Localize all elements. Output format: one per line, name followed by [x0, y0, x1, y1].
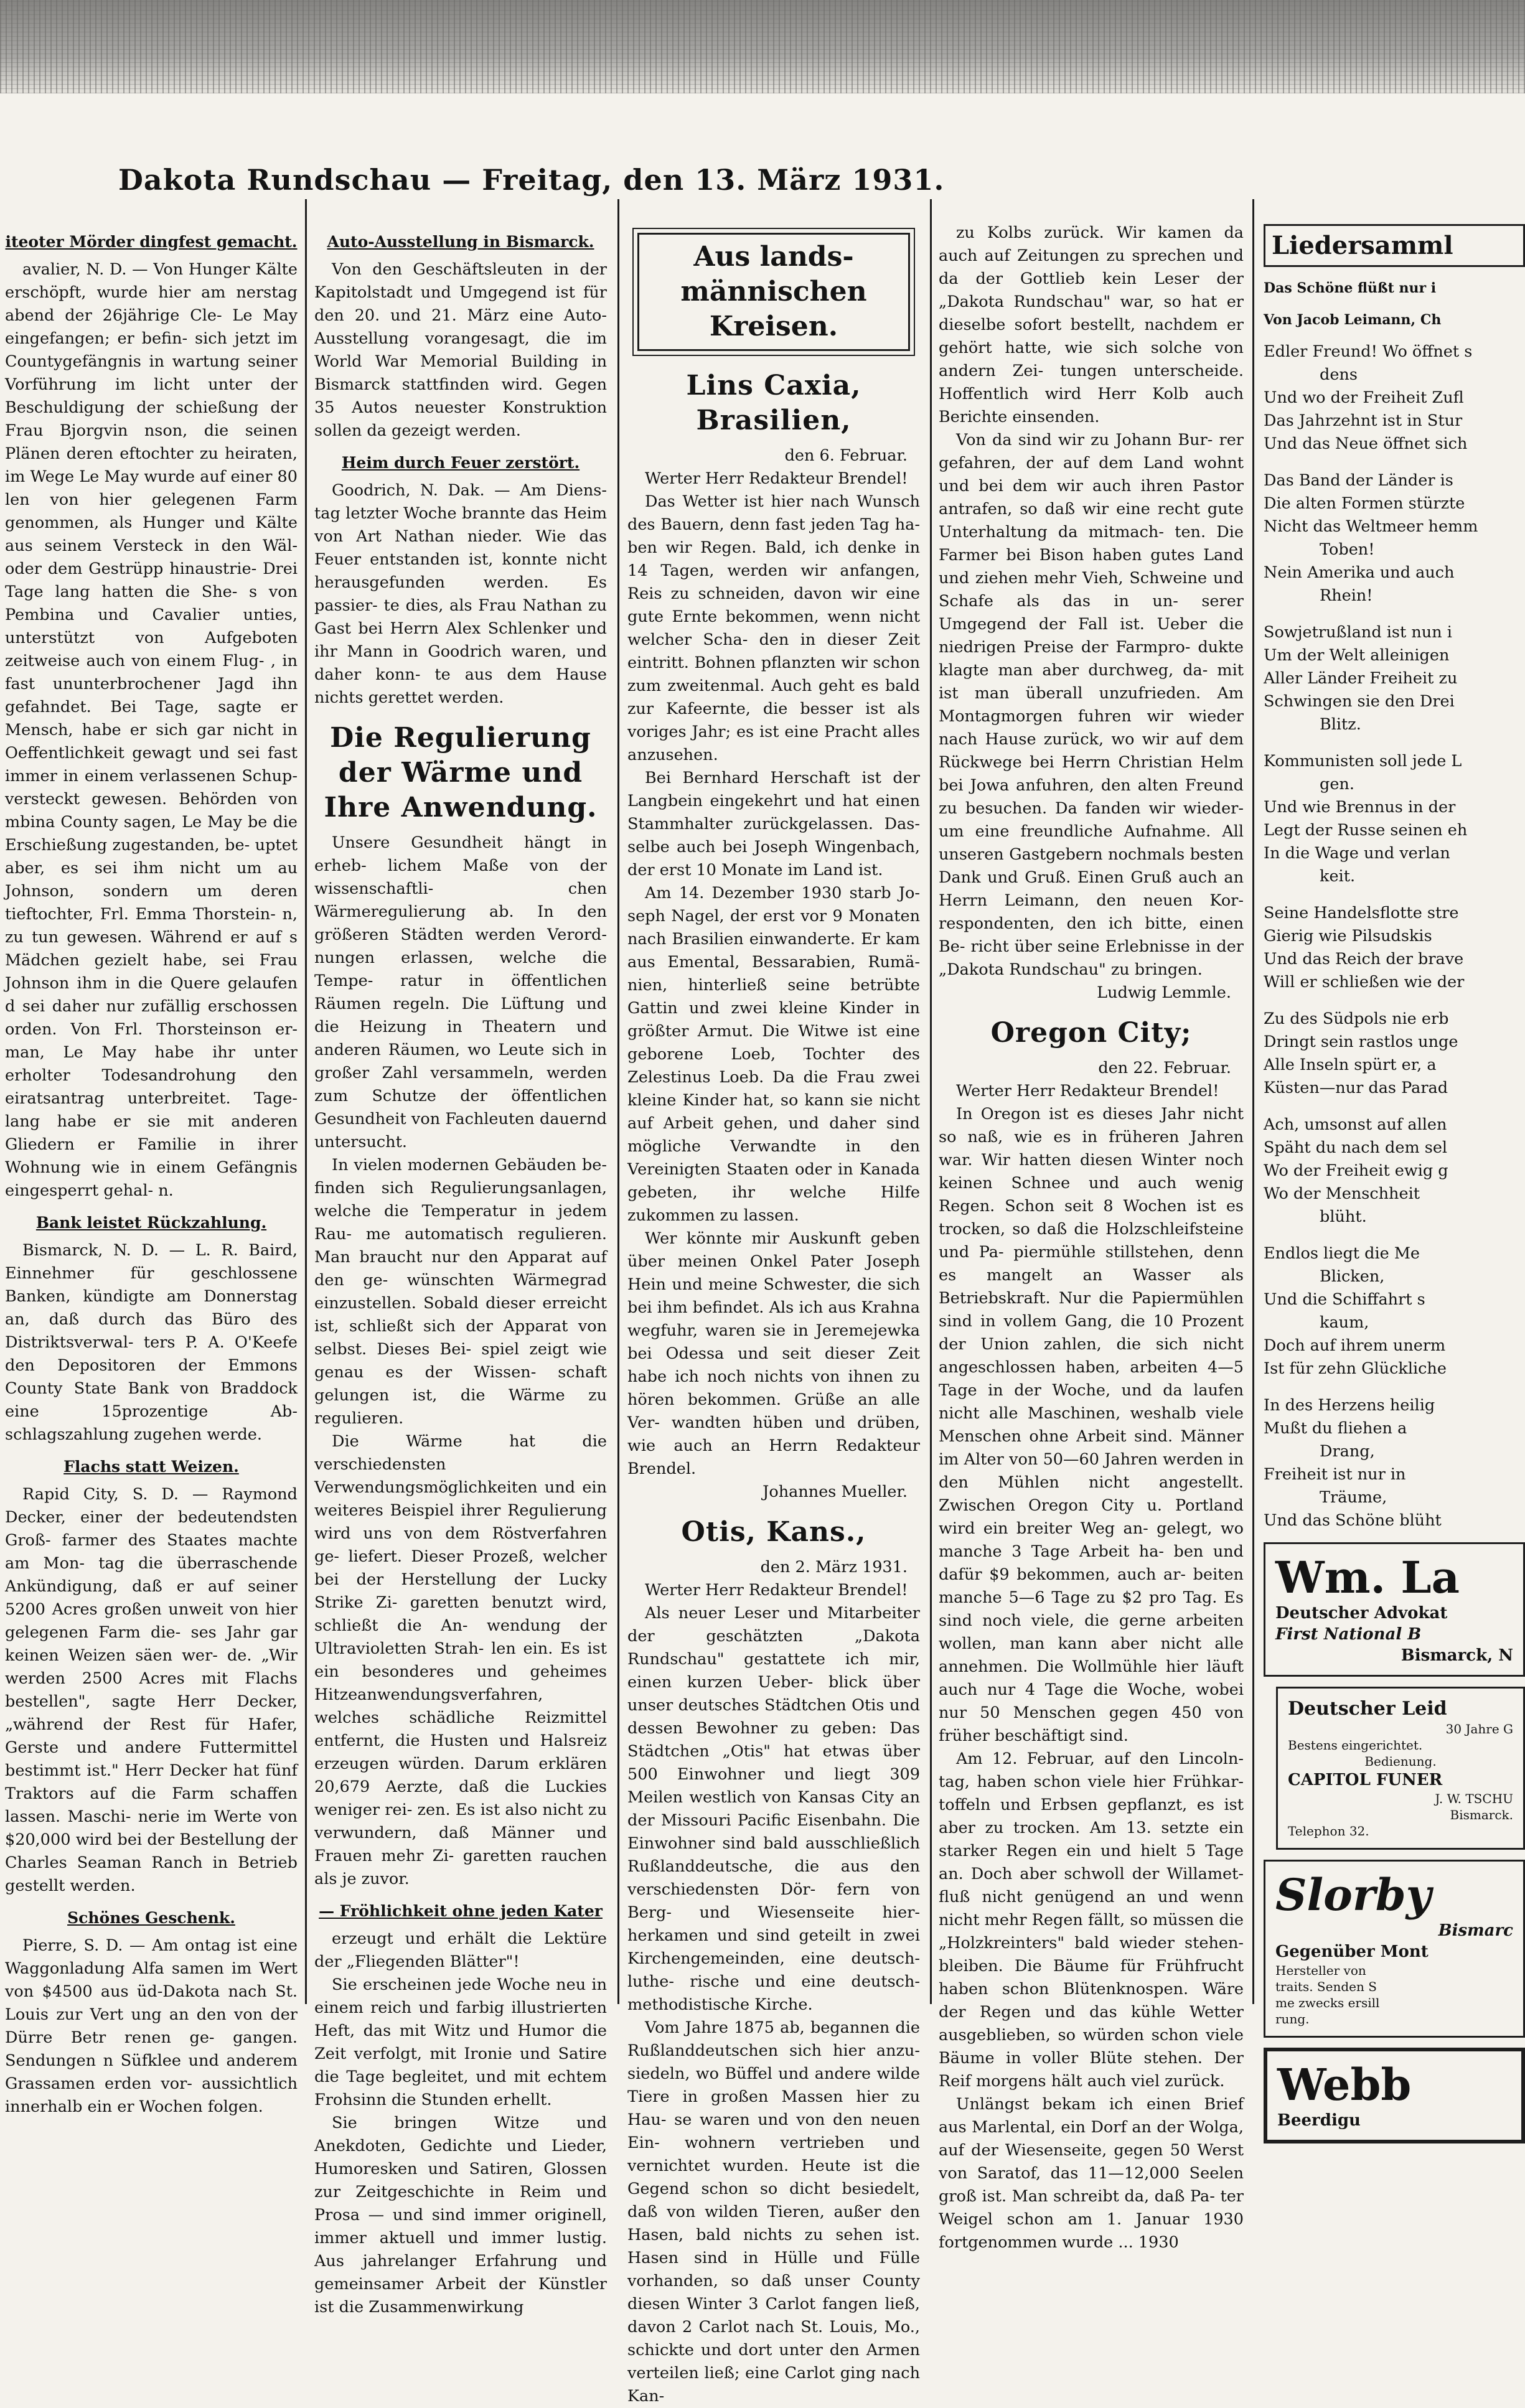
poem-line: Das Band der Länder is [1264, 471, 1453, 490]
ad-line: Telephon 32. [1288, 1824, 1369, 1839]
poem-line: Edler Freund! Wo öffnet s [1264, 342, 1473, 361]
paragraph: Rapid City, S. D. — Raymond Decker, einer der bedeutendsten Groß- farmer des Staates machte am Mon- tag die überraschende Ankündigung, daß er auf seiner 5200 Acres großen unweit von hier gelegenen Farm die- ses Jahr gar keinen Weizen säen wer- de. „Wir werden 2500 Acres mit Flachs bestellen", sagte Herr Decker, „während der Rest für Hafer, Gerste und andere Futtermittel bestimmt ist." Herr Decker hat fünf Traktors auf die Farm schaffen lassen. Maschi- nerie im Werte von $20,000 wird bei der Bestellung der Charles Seaman Ranch in Betrieb gestellt werden. [5, 1485, 298, 1895]
poem-line: Ach, umsonst auf allen [1264, 1115, 1447, 1134]
poem-line: Blicken, [1320, 1267, 1385, 1286]
poem-line: gen. [1320, 775, 1354, 794]
stanza-gap [1264, 994, 1525, 1008]
column-1 [5, 222, 298, 2116]
stanza-gap [1264, 456, 1525, 469]
poem-line: In des Herzens heilig [1264, 1396, 1435, 1415]
poem-line: Wo der Freiheit ewig g [1264, 1161, 1448, 1180]
headline-large: Die Regulierung der Wärme und Ihre Anwendung. [324, 722, 598, 823]
poem-line: Doch auf ihrem unerm [1264, 1336, 1446, 1355]
paragraph: Werter Herr Redakteur Brendel! [645, 469, 908, 488]
poem [1264, 277, 1525, 1532]
ad-line: J. W. TSCHU [1435, 1791, 1513, 1806]
story-body [5, 1934, 298, 2119]
paragraph: Von da sind wir zu Johann Bur- rer gefahren, der auf dem Land wohnt und bei dem wir auch ihren Pastor antrafen, so daß wir eine recht gute Unterhaltung da mitmach- ten. Die Farmer bei Bison haben gutes Land und ziehen mehr Vieh, Schweine und Schafe als das in un- serer Umgegend der Fall ist. Ueber die niedrigen Preise der Farmpro- dukte klagte man aber durchweg, da- mit ist man überall unzufrieden. Am Montagmorgen fuhren wir wieder nach Hause zurück, wo wir auf dem Rückwege bei Herrn Christian Helm bei Jowa anfuhren, den alten Freund zu besuchen. Da fanden wir wieder- um eine freundliche Aufnahme. All unseren Gastgebern nochmals besten Dank und Gruß. Einen Gruß auch an Herrn Leimann, den neuen Kor- respondenten, den ich bitte, einen Be- richt über seine Erlebnisse in der „Dakota Rundschau" zu bringen. [939, 431, 1244, 979]
column-rule [617, 199, 619, 2004]
ad-line: CAPITOL FUNER [1288, 1771, 1443, 1789]
column-rule [305, 199, 307, 2004]
paragraph: Bei Bernhard Herschaft ist der Langbein eingekehrt und hat einen Stammhalter zurückgelassen. Das- selbe auch bei Joseph Wingenbach, der erst 10 Monate im Land ist. [627, 769, 920, 879]
ad-name: Webb [1277, 2059, 1412, 2111]
poem-line: Freiheit ist nur in [1264, 1465, 1406, 1484]
ad-line: Bismarck, N [1401, 1646, 1513, 1665]
letter-place: Otis, Kans., [681, 1516, 866, 1548]
column-5 [1264, 222, 1525, 2130]
ad-line: 30 Jahre G [1445, 1722, 1513, 1736]
poem-line: Wo der Menschheit [1264, 1184, 1420, 1203]
story-body [314, 832, 607, 1891]
paragraph: Vom Jahre 1875 ab, begannen die Rußlanddeutschen sich hier anzu- siedeln, wo Büffel und andere wilde Tiere in großen Massen hier zu Hau- se waren und von den neuen Ein- wohnern vertrieben und vernichtet wurden. Heute ist die Gegend schon so dicht besiedelt, daß von wilden Tieren, außer den Hasen, bald nichts zu sehen ist. Hasen sind in Hülle und Fülle vorhanden, so daß unser County diesen Winter 3 Carlot fangen ließ, davon 2 Carlot nach St. Louis, Mo., schickte und dort unter den Armen verteilen ließ; eine Carlot ging nach Kan- [627, 2018, 920, 2406]
stanza-gap [1264, 1229, 1525, 1242]
poem-line: kaum, [1320, 1313, 1369, 1332]
poem-line: Endlos liegt die Me [1264, 1244, 1420, 1263]
paragraph: Das Wetter ist hier nach Wunsch des Bauern, denn fast jeden Tag ha- ben wir Regen. Bald, ich denke in 14 Tagen, werden wir anfangen, Reis zu schneiden, davon wir eine gute Ernte bekommen, wenn nicht welcher Scha- den in dieser Zeit eintritt. Bohnen pflanzten wir schon zum zweitenmal. Auch geht es bald zur Kafeernte, die besser ist als voriges Jahr; es ist eine Pracht alles anzusehen. [627, 492, 920, 764]
paragraph: Am 14. Dezember 1930 starb Jo- seph Nagel, der erst vor 9 Monaten nach Brasilien einwanderte. Er kam aus Emental, Bessarabien, Rumä- nien, hinterließ seine betrübte Gattin und zwei kleine Kinder in größter Armut. Die Witwe ist eine geborene Loeb, Tochter des Zelestinus Loeb. Da die Frau zwei kleine Kinder hat, so kann sie nicht auf Arbeit gehen, und daher sind mögliche Verwandte in den Vereinigten Staaten oder in Kanada gebeten, ihr welche Hilfe zukommen zu lassen. [627, 884, 920, 1225]
poem-line: Dringt sein rastlos unge [1264, 1033, 1458, 1051]
poem-line: Schwingen sie den Drei [1264, 692, 1455, 711]
stanza-gap [1264, 1100, 1525, 1113]
letter-date: den 6. Februar. [784, 446, 908, 465]
column-4 [939, 222, 1244, 2252]
paragraph: Pierre, S. D. — Am ontag ist eine Waggonladung Alfa samen im Wert von $4500 aus üd-Dakota nach St. Louis zur Vert ung an den von der Dürre Betr renen ge- gangen. Sendungen n Süfklee und anderem Grassamen erden vor- aussichtlich innerhalb ein er Wochen folgen. [5, 1936, 298, 2116]
paragraph: Unlängst bekam ich einen Brief aus Marlental, ein Dorf an der Wolga, auf der Wiesenseite, gegen 50 Werst von Saratof, das 11—12,000 Seelen groß ist. Man schreibt da, daß Pa- ter Weigel schon am 1. Januar 1930 fortgenommen wurde ... 1930 [939, 2095, 1244, 2252]
ad-line: traits. Senden S [1275, 1979, 1377, 1994]
ad-line: Beerdigu [1277, 2111, 1361, 2130]
section-heading-box: Aus lands- männischen Kreisen. [637, 233, 910, 351]
headline: Schönes Geschenk. [67, 1909, 235, 1927]
ad-name: Wm. La [1275, 1552, 1460, 1603]
poem-line: Küsten—nur das Parad [1264, 1079, 1448, 1097]
poem-line: Nein Amerika und auch [1264, 563, 1455, 582]
stanza-gap [1264, 1380, 1525, 1394]
paragraph: Von den Geschäftsleuten in der Kapitolstadt und Umgegend ist für den 20. und 21. März eine Auto- Ausstellung vorangesagt, die im World War Memorial Building in Bismarck stattfinden wird. Gegen 35 Autos neuester Konstruktion sollen da gezeigt werden. [314, 260, 607, 440]
paragraph: In vielen modernen Gebäuden be- finden sich Regulierungsanlagen, welche die Temperatur in jedem Rau- me automatisch regulieren. Man braucht nur den Apparat auf den ge- wünschten Wärmegrad einzustellen. Sobald dieser erreicht ist, schließt sich der Apparat von selbst. Dieses Bei- spiel zeigt wie genau es der Wissen- schaft gelungen ist, die Wärme zu regulieren. [314, 1156, 607, 1428]
column-3 [627, 222, 920, 2406]
paragraph: Werter Herr Redakteur Brendel! [645, 1581, 908, 1600]
ad-name: Slorby [1275, 1869, 1432, 1921]
poem-line: Legt der Russe seinen eh [1264, 821, 1468, 840]
poem-line: Drang, [1320, 1442, 1375, 1461]
paragraph: Sie erscheinen jede Woche neu in einem reich und farbig illustrierten Heft, das mit Witz und Humor die Zeit verfolgt, mit Ironie und Satire die Tage begleitet, und mit echtem Frohsinn die Stunden erhellt. [314, 1975, 607, 2109]
scan-noise-band [0, 0, 1525, 93]
poem-line: In die Wage und verlan [1264, 844, 1450, 863]
paragraph: zu Kolbs zurück. Wir kamen da auch auf Zeitungen zu sprechen und da der Gottlieb kein Leser der „Dakota Rundschau" war, so hat er dieselbe sofort bestellt, nachdem er gehört hatte, wie sich solche von andern Zei- tungen unterscheide. Hoffentlich wird Herr Kolb auch Berichte einsenden. [939, 223, 1244, 426]
poem-line: Und das Reich der brave [1264, 950, 1464, 968]
poem-line: blüht. [1320, 1207, 1367, 1226]
paragraph: Als neuer Leser und Mitarbeiter der geschätzten „Dakota Rundschau" gestattete ich mir, einen kurzen Ueber- blick über unser deutsches Städtchen Otis und dessen Bewohner zu geben: Das Städtchen „Otis" hat etwas über 500 Einwohner und liegt 309 Meilen westlich von Kansas City an der Missouri Pacific Eisenbahn. Die Einwohner sind bald ausschließlich Rußlanddeutsche, die aus den verschiedensten Dör- fern von Berg- und Wiesenseite hier- herkamen und sind geteilt in zwei Kirchengemeinden, eine deutsch-luthe- rische und eine deutsch-methodistische Kirche. [627, 1604, 920, 2014]
paragraph: Am 12. Februar, auf den Lincoln- tag, haben schon viele hier Frühkar- toffeln und Erbsen gepflanzt, es ist aber zu trocken. Am 13. setzte ein starker Regen ein und hielt 5 Tage an. Doch aber schwoll der Willamet- fluß nicht genügend an und wenn nicht mehr Regen fällt, so müssen die „Holzkreinters" bald wieder stehen- bleiben. Die Bäume für Frühfrucht haben schon Blütenknospen. Wäre der Regen und das kühle Wetter ausgeblieben, so würden schon viele Bäume in voller Blüte stehen. Der Reif morgens hält auch viel zurück. [939, 1750, 1244, 2091]
poem-line: Seine Handelsflotte stre [1264, 904, 1459, 922]
ad-line: me zwecks ersill [1275, 1995, 1380, 2010]
paragraph: Sie bringen Witze und Anekdoten, Gedichte und Lieder, Humoresken und Satiren, Glossen zur Zeitgeschichte in Reim und Prosa — und sind immer originell, immer aktuell und immer lustig. Aus jahrelanger Erfahrung und gemeinsamer Arbeit der Künstler ist die Zusammenwirkung [314, 2114, 607, 2317]
story-body [627, 467, 920, 1481]
letter-date: den 22. Februar. [1098, 1059, 1231, 1077]
headline: Heim durch Feuer zerstört. [341, 454, 580, 472]
poem-line: Und das Neue öffnet sich [1264, 434, 1468, 453]
letter-place: Oregon City; [990, 1017, 1192, 1049]
paragraph: Bismarck, N. D. — L. R. Baird, Einnehmer für geschlossene Banken, kündigte am Donnerstag an, daß durch das Büro des Distriktsverwal- ters P. A. O'Keefe den Depositoren der Emmons County State Bank von Braddock eine 15prozentige Ab- schlagszahlung zugehen werde. [5, 1241, 298, 1444]
advertisement-funeral [1276, 1687, 1525, 1850]
poem-line: keit. [1320, 867, 1356, 886]
poem-line: Aller Länder Freiheit zu [1264, 669, 1458, 688]
ad-line: rung. [1275, 2012, 1310, 2026]
stanza-gap [1264, 736, 1525, 750]
letter-signature: Ludwig Lemmle. [1097, 983, 1231, 1002]
ad-line: Gegenüber Mont [1275, 1942, 1429, 1961]
poem-line: Und das Schöne blüht [1264, 1511, 1442, 1530]
ad-line: Bedienung. [1364, 1754, 1437, 1769]
paragraph: Unsere Gesundheit hängt in erheb- lichem Maße von der wissenschaftli- chen Wärmeregulierung ab. In den größeren Städten werden Verord- nungen erlassen, welche die Tempe- ratur in öffentlichen Räumen regeln. Die Lüftung und die Heizung in Theatern und anderen Räumen, wo Leute sich in großer Zahl versammeln, werden zum Schutze der öffentlichen Gesundheit von Fachleuten dauernd untersucht. [314, 833, 607, 1151]
column-rule [930, 199, 932, 2004]
poem-line: Träume, [1320, 1488, 1387, 1507]
poem-line: Alle Inseln spürt er, a [1264, 1056, 1437, 1074]
poem-line: Ist für zehn Glückliche [1264, 1359, 1447, 1378]
ad-line: Bismarck. [1450, 1807, 1513, 1822]
paragraph: Die Wärme hat die verschiedensten Verwendungsmöglichkeiten und ein weiteres Beispiel ihrer Regulierung wird uns von dem Röstverfahren ge- liefert. Dieser Prozeß, welcher bei der Herstellung der Lucky Strike Zi- garetten benutzt wird, schließt die An- wendung der Ultravioletten Strah- len ein. Es ist ein besonderes und geheimes Hitzeanwendungsverfahren, welches schädliche Reizmittel entfernt, die Husten und Halsreiz erzeugen würden. Darum erklären 20,679 Aerzte, daß die Luckies weniger rei- zen. Es ist also nicht zu verwundern, daß Männer und Frauen mehr Zi- garetten rauchen als je zuvor. [314, 1432, 607, 1888]
poem-line: Blitz. [1320, 715, 1361, 734]
poem-line: Rhein! [1320, 586, 1373, 605]
story-body [5, 1239, 298, 1446]
stanza-gap [1264, 888, 1525, 902]
story-body [314, 258, 607, 443]
headline: — Fröhlichkeit ohne jeden Kater [319, 1902, 603, 1920]
poem-line: Und wo der Freiheit Zufl [1264, 388, 1464, 407]
poem-line: Sowjetrußland ist nun i [1264, 623, 1452, 642]
column-2 [314, 222, 607, 2317]
story-body [314, 479, 607, 710]
poem-line: Nicht das Weltmeer hemm [1264, 517, 1478, 536]
story-body [5, 1483, 298, 1898]
poem-line: dens [1320, 365, 1358, 384]
paragraph: avalier, N. D. — Von Hunger Kälte erschöpft, wurde hier am nerstag abend der 26jährige Cle- Le May eingefangen; er befin- sich jetzt im Countygefängnis in wartung seiner Vorführung im licht unter der Beschuldigung der schießung der Frau Bjorgvin nson, die seinen Plänen deren eftochter zu heiraten, im Wege Le May wurde auf einer 80 len von hier gelegenen Farm genommen, als Hunger und Kälte aus seinem Versteck in den Wäl- oder dem Gestrüpp hinaustrie- Drei Tage lang hatten die She- s von Pembina und Cavalier unties, unterstützt von Aufgeboten zeitweise auch von einem Flug- , in fast ununterbrochener Jagd ihn gefahndet. Bei Tage, sagte er Mensch, habe er sich gar nicht in Oeffentlichkeit gewagt und sei fast immer in einem verlassenen Schup- versteckt gewesen. Behörden von mbina County sagen, Le May be die Erschießung zugestanden, be- uptet aber, es sei ihm nicht um au Johnson, sondern um deren tieftochter, Frl. Emma Thorstein- n, zu tun gewesen. Während er auf s Mädchen gezielt habe, sei Frau Johnson ihm in die Quere gelaufen d sei daher nur zufällig erschossen orden. Von Frl. Thorsteinson er- man, Le May habe ihr unter erholter Todesandrohung den eiratsantrag unterbreitet. Tage- lang habe er sie mit anderen Gliedern er Familie in ihrer Wohnung wie in einem Gefängnis eingesperrt gehal- n. [5, 260, 298, 1200]
story-body [939, 222, 1244, 981]
poem-line: Kommunisten soll jede L [1264, 752, 1462, 771]
paragraph: Wer könnte mir Auskunft geben über meinen Onkel Pater Joseph Hein und meine Schwester, die sich bei ihm befindet. Als ich aus Krahna wegfuhr, waren sie in Jeremejewka bei Odessa und seit dieser Zeit habe ich noch nichts von ihnen zu hören bekommen. Grüße an alle Ver- wandten hüben und drüben, wie auch an Herrn Redakteur Brendel. [627, 1229, 920, 1478]
advertisement-photographer [1264, 1860, 1525, 2038]
headline: Auto-Ausstellung in Bismarck. [327, 233, 594, 251]
poem-section-title: Liedersamml [1264, 224, 1525, 267]
ad-line: Deutscher Leid [1288, 1698, 1447, 1720]
advertisement-undertaker [1264, 2048, 1525, 2143]
poem-line: Und wie Brennus in der [1264, 798, 1456, 817]
letter-date: den 2. März 1931. [760, 1558, 908, 1576]
paragraph: In Oregon ist es dieses Jahr nicht so naß, wie es in früheren Jahren war. Wir hatten diesen Winter noch keinen Schnee und auch wenig Regen. Schon seit 8 Wochen ist es trocken, so daß die Holzschleifsteine und Pa- piermühle stillstehen, denn es mangelt an Wasser als Betriebskraft. Nur die Papiermühlen sind in vollem Gang, die 10 Prozent der Union zahlen, die sich nicht angeschlossen haben, arbeiten 4—5 Tage in der Woche, und da laufen nicht alle Maschinen, weshalb viele Menschen ohne Arbeit sind. Männer im Alter von 50—60 Jahren werden in den Mühlen nicht angestellt. Zwischen Oregon City u. Portland wird ein breiter Weg an- gelegt, wo manche 3 Tage Arbeit ha- ben und dafür $9 bekommen, auch ar- beiten manche 5—6 Tage zu $2 pro Tag. Es sind noch viele, die gerne arbeiten wollen, man kann aber nicht alle annehmen. Die Wollmühle hier läuft auch nur 4 Tage die Woche, wobei nur 50 Menschen gegen 450 von früher beschäftigt sind. [939, 1105, 1244, 1745]
poem-line: Und die Schiffahrt s [1264, 1290, 1425, 1309]
story-body [627, 1579, 920, 2408]
ad-line: Bestens eingerichtet. [1288, 1738, 1423, 1753]
poem-line: Zu des Südpols nie erb [1264, 1010, 1449, 1028]
stanza-gap [1264, 607, 1525, 621]
paragraph: Goodrich, N. Dak. — Am Diens- tag letzter Woche brannte das Heim von Art Nathan nieder. Wie das Feuer entstanden ist, konnte nicht herausgefunden werden. Es passier- te dies, als Frau Nathan zu Gast bei Herrn Alex Schlenker und ihr Mann in Goodrich waren, und daher konn- te aus dem Hause nichts gerettet werden. [314, 481, 607, 707]
poem-line: Will er schließen wie der [1264, 973, 1465, 991]
poem-line: Die alten Formen stürzte [1264, 494, 1465, 513]
poem-line: Um der Welt alleinigen [1264, 646, 1450, 665]
poem-line: Mußt du fliehen a [1264, 1419, 1407, 1438]
column-rule [1252, 199, 1254, 2004]
poem-author: Von Jacob Leimann, Ch [1264, 312, 1442, 328]
poem-line: Späht du nach dem sel [1264, 1138, 1448, 1157]
headline: iteoter Mörder dingfest gemacht. [5, 233, 298, 251]
story-body [314, 1928, 607, 2319]
headline: Bank leistet Rückzahlung. [35, 1214, 267, 1232]
ad-line: First National B [1275, 1625, 1422, 1644]
story-body [939, 1080, 1244, 2254]
paragraph: erzeugt und erhält die Lektüre der „Fliegenden Blätter"! [314, 1929, 607, 1971]
ad-line: Hersteller von [1275, 1963, 1366, 1978]
story-body [5, 258, 298, 1202]
letter-place: Lins Caxia, Brasilien, [686, 370, 861, 436]
paragraph: Werter Herr Redakteur Brendel! [956, 1082, 1219, 1100]
headline: Flachs statt Weizen. [63, 1458, 239, 1476]
advertisement-lawyer [1264, 1542, 1525, 1677]
ad-line: Bismarc [1438, 1921, 1513, 1940]
poem-line: Das Jahrzehnt ist in Stur [1264, 411, 1463, 430]
poem-line: Toben! [1320, 540, 1375, 559]
poem-lines [1264, 340, 1525, 1532]
letter-signature: Johannes Mueller. [762, 1483, 908, 1501]
ad-line: Deutscher Advokat [1275, 1604, 1448, 1623]
poem-line: Gierig wie Pilsudskis [1264, 927, 1432, 945]
page-masthead: Dakota Rundschau — Freitag, den 13. März 1931. [118, 163, 945, 197]
poem-subtitle: Das Schöne flüßt nur i [1264, 280, 1437, 296]
